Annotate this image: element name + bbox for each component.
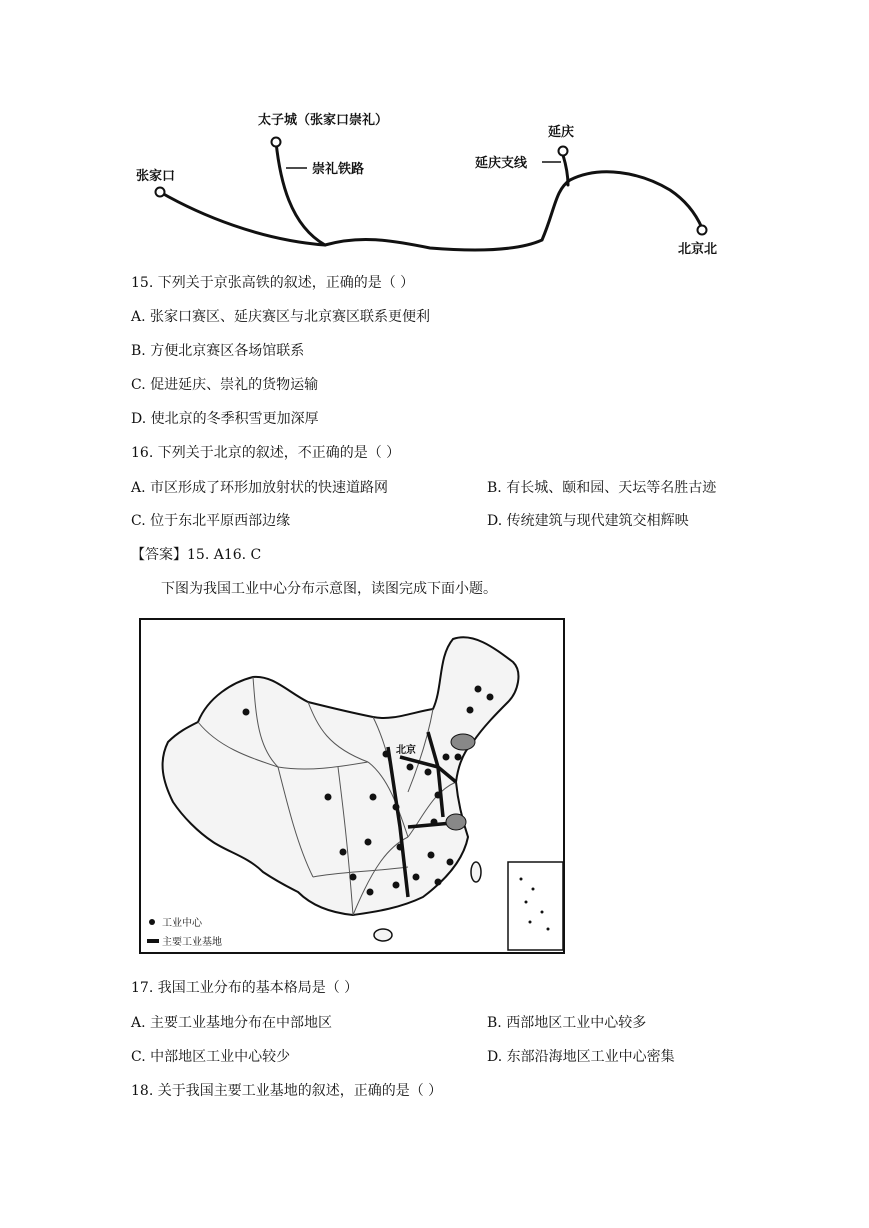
industry-center [365,839,372,846]
railway-line-main [325,172,702,250]
label-zhangjiakou: 张家口 [136,169,176,184]
industry-center [435,792,442,799]
south-china-sea-inset [508,862,563,950]
question-16-option-c: C. 位于东北平原西部边缘 [131,513,291,529]
railway-line-chongli [276,142,325,245]
industry-center [413,874,420,881]
industry-center [370,794,377,801]
question-17-option-c: C. 中部地区工业中心较少 [131,1049,291,1065]
industry-center [397,844,404,851]
label-yanqing: 延庆 [548,125,575,140]
question-16-option-d: D. 传统建筑与现代建筑交相辉映 [487,513,689,529]
industry-center [325,794,332,801]
legend-center-dot [149,919,155,925]
railway-line-zhangjiakou [160,192,325,245]
industry-center [393,882,400,889]
question-15-stem: 15. 下列关于京张高铁的叙述，正确的是（ ） [131,275,415,291]
label-taizicheng: 太子城（张家口崇礼） [258,113,389,128]
question-15-option-d: D. 使北京的冬季积雪更加深厚 [131,411,319,427]
question-16-option-b: B. 有长城、颐和园、天坛等名胜古迹 [487,480,717,496]
question-15-option-c: C. 促进延庆、崇礼的货物运输 [131,377,319,393]
question-16-stem: 16. 下列关于北京的叙述，不正确的是（ ） [131,445,401,461]
intro-line: 下图为我国工业中心分布示意图，读图完成下面小题。 [161,581,497,597]
question-15-option-b: B. 方便北京赛区各场馆联系 [131,343,305,359]
industry-center [350,874,357,881]
industry-center [447,859,454,866]
industry-center [428,852,435,859]
industry-center [340,849,347,856]
station-zhangjiakou [156,188,165,197]
question-17-stem: 17. 我国工业分布的基本格局是（ ） [131,980,359,996]
industry-center [367,889,374,896]
label-beijingbei: 北京北 [678,242,718,257]
industry-center [425,769,432,776]
question-18-stem: 18. 关于我国主要工业基地的叙述，正确的是（ ） [131,1083,443,1099]
answer-line: 【答案】15. A16. C [131,547,262,563]
station-beijingbei [698,226,707,235]
question-16-option-a: A. 市区形成了环形加放射状的快速道路网 [131,480,389,496]
station-yanqing [559,147,568,156]
industry-center [487,694,494,701]
railway-line-yanqing-branch [563,155,568,185]
station-taizicheng [272,138,281,147]
china-industry-map [138,617,568,957]
legend-base-label: 主要工业基地 [162,937,222,948]
label-chongli-rail: 崇礼铁路 [312,162,365,177]
industry-center [467,707,474,714]
label-beijing: 北京 [396,745,416,756]
industry-center [435,879,442,886]
industry-center [431,819,438,826]
industry-center [455,754,462,761]
question-17-option-d: D. 东部沿海地区工业中心密集 [487,1049,675,1065]
industry-center [443,754,450,761]
question-17-option-a: A. 主要工业基地分布在中部地区 [131,1015,333,1031]
industry-center [243,709,250,716]
industry-center [407,764,414,771]
legend-base-swatch [147,939,159,943]
label-yanqing-branch: 延庆支线 [475,156,528,171]
legend-center-label: 工业中心 [162,918,202,929]
industry-center [383,751,390,758]
question-17-option-b: B. 西部地区工业中心较多 [487,1015,647,1031]
industry-center [393,804,400,811]
industry-center [475,686,482,693]
question-15-option-a: A. 张家口赛区、延庆赛区与北京赛区联系更便利 [131,309,431,325]
railway-diagram [130,100,750,265]
